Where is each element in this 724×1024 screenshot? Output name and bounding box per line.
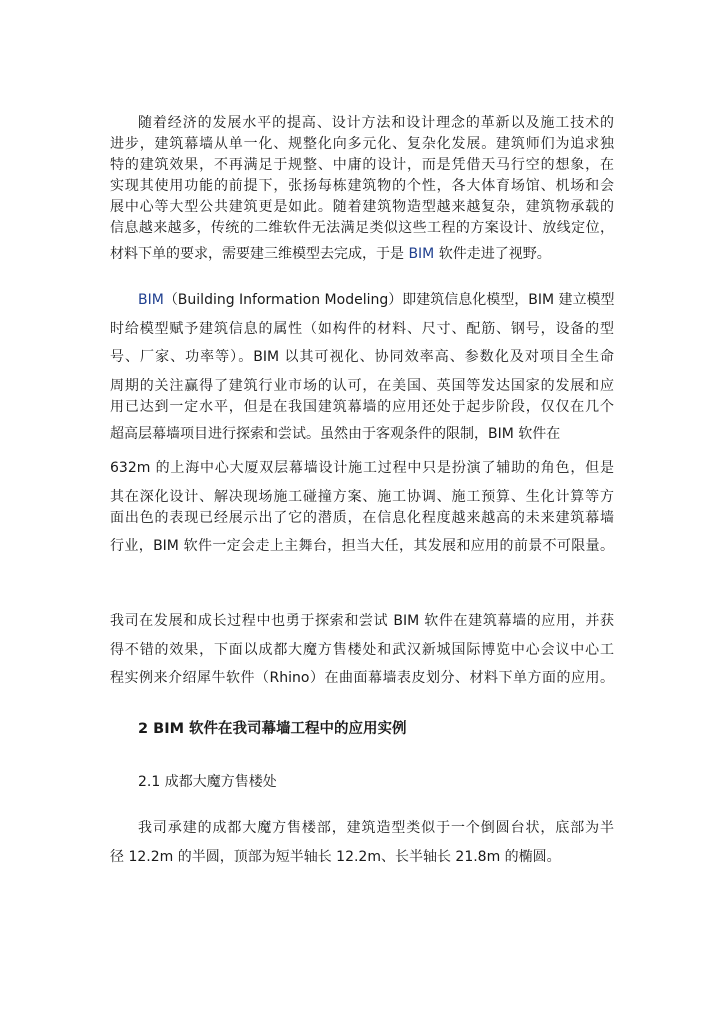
subsection-heading: 2.1 成都大魔方售楼处 [138,774,277,790]
paragraph4-line-1: 我司承建的成都大魔方售楼部，建筑造型类似于一个倒圆台状，底部为半 [138,820,614,836]
paragraph2-first-rest: （Building Information Modeling）即建筑信息化模型，BIM 建立模型 [163,292,614,308]
paragraph3-line-1: 我司在发展和成长过程中也勇于探索和尝试 BIM 软件在建筑幕墙的应用，并获 [110,613,614,629]
paragraph1-line-4: 实现其使用功能的前提下，张扬每栋建筑物的个性，各大体育场馆、机场和会 [110,178,614,194]
bim-highlight: BIM [138,292,164,308]
paragraph2-line-5: 用已达到一定水平，但是在我国建筑幕墙的应用还处于起步阶段，仅仅在几个 [110,399,614,415]
paragraph1-last-suffix: 软件走进了视野。 [434,246,551,262]
bim-highlight: BIM [408,246,435,262]
paragraph2-line-2: 时给模型赋予建筑信息的属性（如构件的材料、尺寸、配筋、钢号，设备的型 [110,321,614,337]
paragraph1-last-prefix: 材料下单的要求，需要建三维模型去完成，于是 [110,246,409,262]
paragraph1-line-3: 特的建筑效果，不再满足于规整、中庸的设计，而是凭借天马行空的想象，在 [110,157,614,173]
section-heading: 2 BIM 软件在我司幕墙工程中的应用实例 [138,721,407,737]
paragraph2-line-4: 周期的关注赢得了建筑行业市场的认可，在美国、英国等发达国家的发展和应 [110,378,614,394]
paragraph1-line-7 [110,244,614,264]
paragraph1-line-5: 展中心等大型公共建筑更是如此。随着建筑物造型越来越复杂，建筑物承载的 [110,199,614,215]
paragraph1-line-6: 信息越来越多，传统的二维软件无法满足类似这些工程的方案设计、放线定位， [110,220,614,236]
paragraph3-line-2: 得不错的效果，下面以成都大魔方售楼处和武汉新城国际博览中心会议中心工 [110,642,614,658]
paragraph2-line-10: 行业，BIM 软件一定会走上主舞台，担当大任，其发展和应用的前景不可限量。 [110,538,614,554]
paragraph3-line-3: 程实例来介绍犀牛软件（Rhino）在曲面幕墙表皮划分、材料下单方面的应用。 [110,670,614,686]
paragraph2-line-1 [138,290,614,310]
paragraph2-line-6: 超高层幕墙项目进行探索和尝试。虽然由于客观条件的限制，BIM 软件在 [110,426,561,442]
paragraph1-line-1: 随着经济的发展水平的提高、设计方法和设计理念的革新以及施工技术的 [138,115,614,131]
paragraph2-line-9: 面出色的表现已经展示出了它的潜质，在信息化程度越来越高的未来建筑幕墙 [110,510,614,526]
paragraph4-line-2: 径 12.2m 的半圆，顶部为短半轴长 12.2m、长半轴长 21.8m 的椭圆。 [110,849,561,865]
paragraph2-line-8: 其在深化设计、解决现场施工碰撞方案、施工协调、施工预算、生化计算等方 [110,489,614,505]
paragraph2-line-3: 号、厂家、功率等）。BIM 以其可视化、协同效率高、参数化及对项目全生命 [110,349,614,365]
paragraph1-line-2: 进步，建筑幕墙从单一化、规整化向多元化、复杂化发展。建筑师们为追求独 [110,136,614,152]
paragraph2-line-7: 632m 的上海中心大厦双层幕墙设计施工过程中只是扮演了辅助的角色，但是 [110,460,614,476]
